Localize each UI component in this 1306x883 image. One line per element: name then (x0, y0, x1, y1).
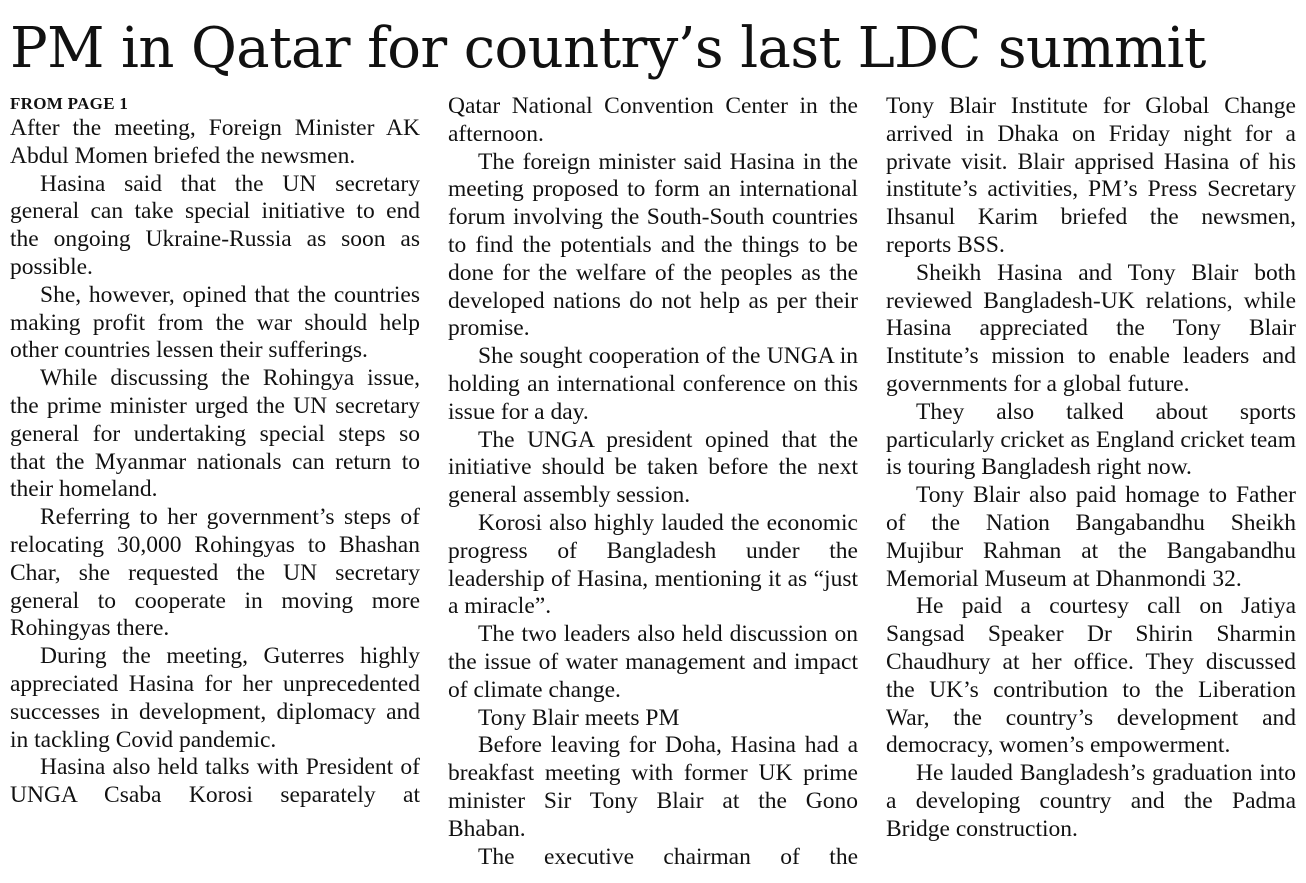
paragraph: She sought cooperation of the UNGA in holding an international conference on this issue for a day. (448, 343, 858, 425)
article-column-2 (448, 93, 858, 883)
paragraph: Before leaving for Doha, Hasina had a breakfast meeting with former UK prime minister Sir Tony Blair at the Gono Bhaban. (448, 732, 858, 842)
article-column-1 (10, 93, 420, 883)
paragraph: Referring to her government’s steps of relocating 30,000 Rohingyas to Bhashan Char, she requested the UN secretary general to cooperate in moving more Rohingyas there. (10, 504, 420, 642)
paragraph: During the meeting, Guterres highly appreciated Hasina for her unprecedented successes in development, diplomacy and in tackling Covid pandemic. (10, 643, 420, 753)
paragraph: While discussing the Rohingya issue, the prime minister urged the UN secretary general for undertaking special steps so that the Myanmar nationals can return to their homeland. (10, 365, 420, 503)
paragraph: Tony Blair also paid homage to Father of the Nation Bangabandhu Sheikh Mujibur Rahman at the Bangabandhu Memorial Museum at Dhanmondi 32. (886, 482, 1296, 592)
paragraph: He paid a courtesy call on Jatiya Sangsad Speaker Dr Shirin Sharmin Chaudhury at her office. They discussed the UK’s contribution to the Liberation War, the country’s development and democracy, women’s empowerment. (886, 593, 1296, 759)
headline: PM in Qatar for country’s last LDC summit (10, 16, 1206, 81)
paragraph: He lauded Bangladesh’s graduation into a developing country and the Padma Bridge construction. (886, 760, 1296, 842)
paragraph: Hasina said that the UN secretary general can take special initiative to end the ongoing Ukraine-Russia as soon as possible. (10, 170, 420, 280)
paragraph: Hasina also held talks with President of UNGA Csaba Korosi separately at (10, 754, 420, 809)
paragraph: Tony Blair Institute for Global Change arrived in Dhaka on Friday night for a private visit. Blair apprised Hasina of his institute’s activities, PM’s Press Secretary Ihsanul Karim briefed the newsmen, reports BSS. (886, 93, 1296, 258)
continuation-kicker: FROM PAGE 1 (10, 94, 129, 113)
paragraph: The two leaders also held discussion on the issue of water management and impact of climate change. (448, 621, 858, 703)
paragraph: The UNGA president opined that the initiative should be taken before the next general assembly session. (448, 426, 858, 509)
article-column-3 (886, 93, 1296, 883)
paragraph: Korosi also highly lauded the economic progress of Bangladesh under the leadership of Hasina, mentioning it as “just a miracle”. (448, 509, 858, 620)
paragraph: She, however, opined that the countries making profit from the war should help other countries lessen their sufferings. (10, 281, 420, 364)
paragraph: They also talked about sports particularly cricket as England cricket team is touring Bangladesh right now. (886, 398, 1296, 481)
subheading: Tony Blair meets PM (478, 704, 680, 731)
paragraph: After the meeting, Foreign Minister AK Abdul Momen briefed the newsmen. (10, 115, 420, 169)
paragraph: Qatar National Convention Center in the afternoon. (448, 93, 858, 147)
paragraph: The foreign minister said Hasina in the meeting proposed to form an international forum involving the South-South countries to find the potentials and the things to be done for the welfare of the peoples as the developed nations do not help as per their promise. (448, 148, 858, 342)
paragraph: Sheikh Hasina and Tony Blair both reviewed Bangladesh-UK relations, while Hasina appreciated the Tony Blair Institute’s mission to enable leaders and governments for a global future. (886, 259, 1296, 397)
paragraph: The executive chairman of the (478, 843, 858, 870)
